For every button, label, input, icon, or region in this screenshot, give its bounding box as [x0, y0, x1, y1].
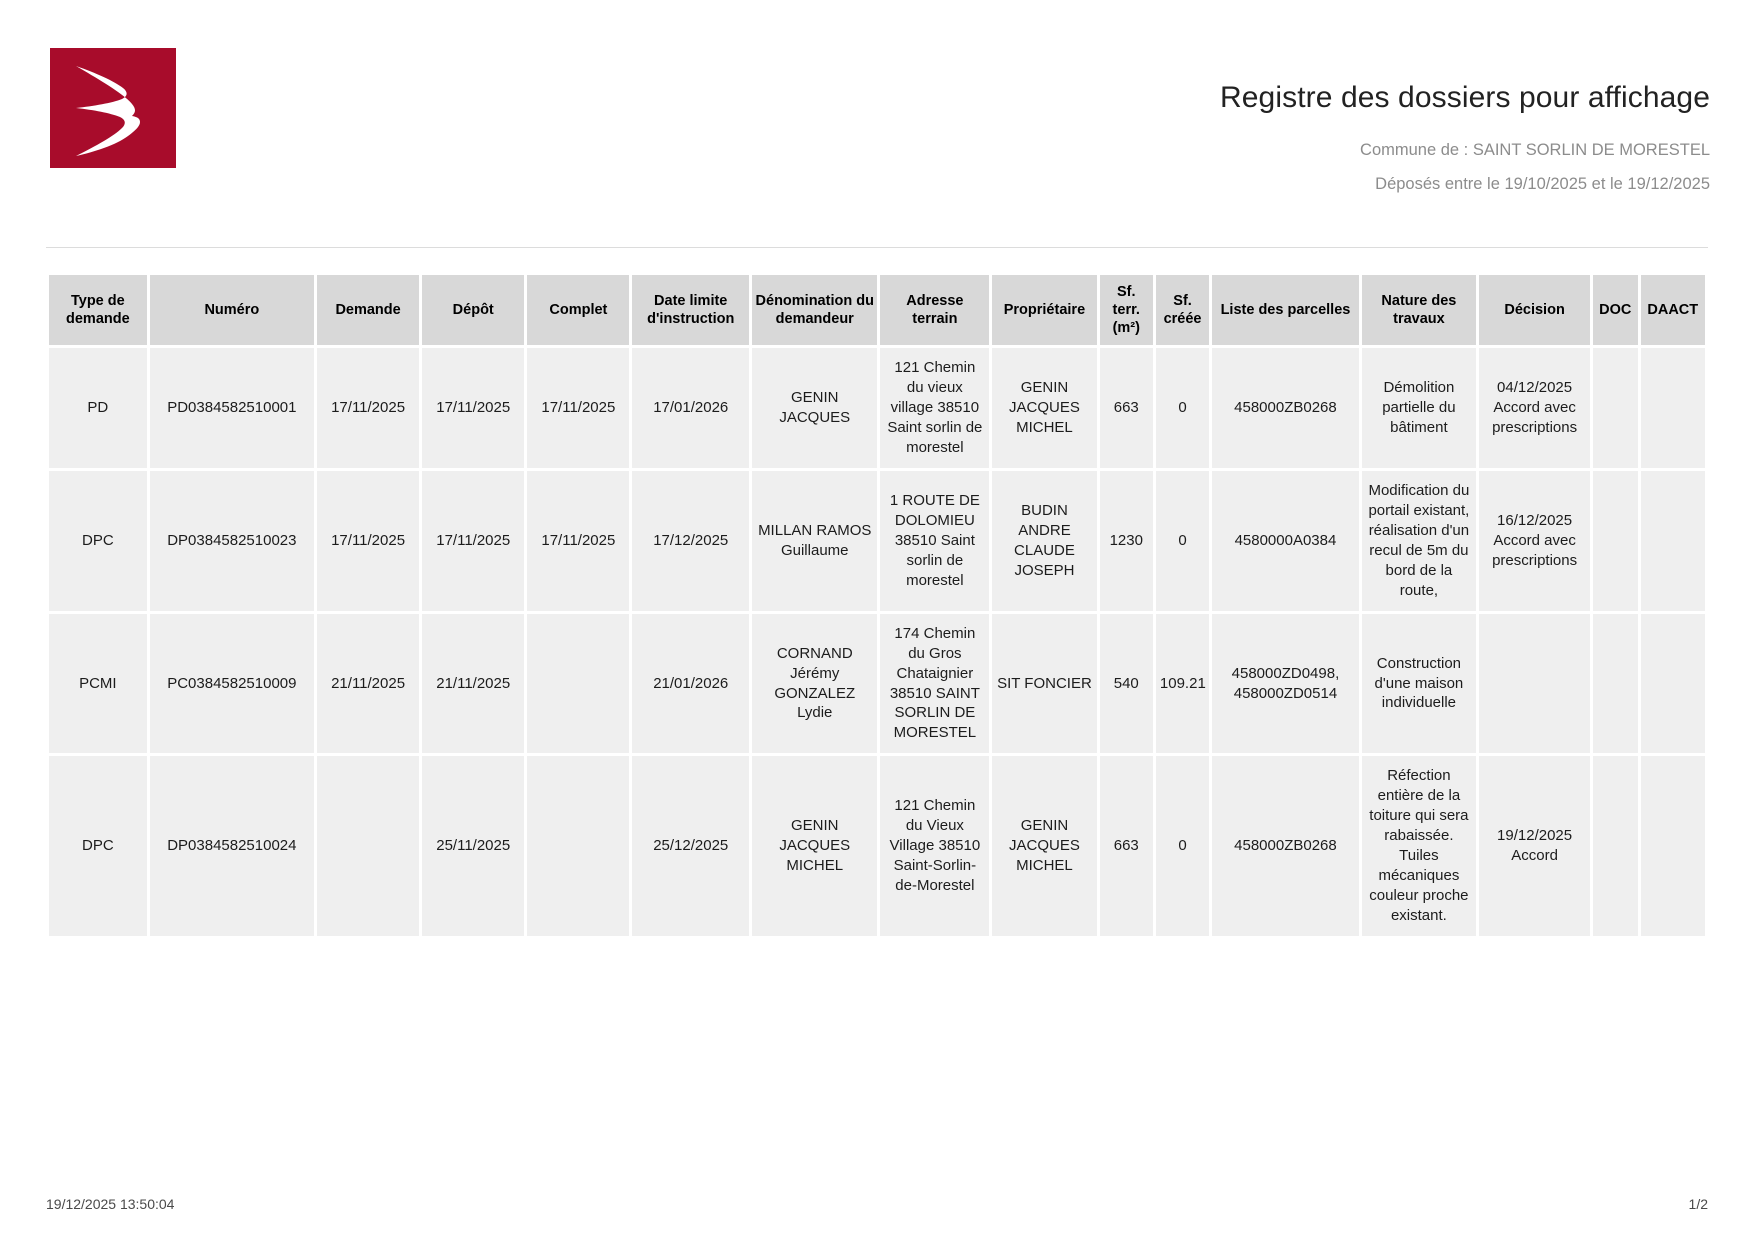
cell-depot: 17/11/2025 [422, 471, 524, 611]
cell-sf-creee: 0 [1156, 471, 1209, 611]
cell-doc [1593, 756, 1637, 936]
cell-parcelles: 458000ZD0498, 458000ZD0514 [1212, 614, 1359, 754]
column-header-sf-terr: Sf. terr. (m²) [1100, 275, 1153, 345]
cell-sf-creee: 0 [1156, 756, 1209, 936]
cell-nature: Construction d'une maison individuelle [1362, 614, 1476, 754]
cell-decision: 16/12/2025 Accord avec prescriptions [1479, 471, 1590, 611]
column-header-sf-creee: Sf. créée [1156, 275, 1209, 345]
cell-date-limite: 21/01/2026 [632, 614, 749, 754]
cell-decision: 19/12/2025 Accord [1479, 756, 1590, 936]
cell-date-limite: 17/01/2026 [632, 348, 749, 468]
registre-table-container [46, 272, 1708, 939]
column-header-denomination: Dénomination du demandeur [752, 275, 877, 345]
column-header-parcelles: Liste des parcelles [1212, 275, 1359, 345]
swallow-bird-logo-icon [70, 60, 156, 156]
cell-doc [1593, 614, 1637, 754]
cell-parcelles: 458000ZB0268 [1212, 348, 1359, 468]
cell-type: PD [49, 348, 147, 468]
table-row [49, 756, 1705, 936]
cell-complet [527, 614, 629, 754]
page-title: Registre des dossiers pour affichage [1220, 81, 1710, 114]
cell-nature: Réfection entière de la toiture qui sera rabaissée. Tuiles mécaniques couleur proche existant. [1362, 756, 1476, 936]
cell-demande: 17/11/2025 [317, 471, 419, 611]
column-header-date-limite: Date limite d'instruction [632, 275, 749, 345]
document-header [0, 0, 1754, 205]
cell-adresse: 121 Chemin du vieux village 38510 Saint sorlin de morestel [880, 348, 989, 468]
cell-denomination: MILLAN RAMOS Guillaume [752, 471, 877, 611]
cell-depot: 21/11/2025 [422, 614, 524, 754]
column-header-numero: Numéro [150, 275, 314, 345]
cell-type: DPC [49, 756, 147, 936]
cell-complet: 17/11/2025 [527, 348, 629, 468]
commune-line: Commune de : SAINT SORLIN DE MORESTEL [1360, 141, 1710, 159]
cell-complet [527, 756, 629, 936]
cell-date-limite: 17/12/2025 [632, 471, 749, 611]
cell-numero: DP0384582510024 [150, 756, 314, 936]
cell-daact [1641, 471, 1706, 611]
header-divider [46, 247, 1708, 248]
cell-depot: 25/11/2025 [422, 756, 524, 936]
cell-decision [1479, 614, 1590, 754]
table-row [49, 471, 1705, 611]
table-row [49, 348, 1705, 468]
cell-numero: PC0384582510009 [150, 614, 314, 754]
document-footer [46, 1196, 1708, 1212]
cell-denomination: CORNAND Jérémy GONZALEZ Lydie [752, 614, 877, 754]
cell-sf-creee: 109.21 [1156, 614, 1209, 754]
cell-type: PCMI [49, 614, 147, 754]
table-header-row [49, 275, 1705, 345]
column-header-decision: Décision [1479, 275, 1590, 345]
column-header-proprietaire: Propriétaire [992, 275, 1096, 345]
cell-adresse: 174 Chemin du Gros Chataignier 38510 SAINT SORLIN DE MORESTEL [880, 614, 989, 754]
column-header-daact: DAACT [1641, 275, 1706, 345]
column-header-complet: Complet [527, 275, 629, 345]
cell-parcelles: 4580000A0384 [1212, 471, 1359, 611]
cell-denomination: GENIN JACQUES [752, 348, 877, 468]
cell-complet: 17/11/2025 [527, 471, 629, 611]
cell-demande: 21/11/2025 [317, 614, 419, 754]
cell-demande: 17/11/2025 [317, 348, 419, 468]
column-header-demande: Demande [317, 275, 419, 345]
cell-type: DPC [49, 471, 147, 611]
footer-timestamp: 19/12/2025 13:50:04 [46, 1196, 175, 1212]
cell-numero: PD0384582510001 [150, 348, 314, 468]
cell-proprietaire: SIT FONCIER [992, 614, 1096, 754]
cell-sf-terr: 663 [1100, 756, 1153, 936]
cell-denomination: GENIN JACQUES MICHEL [752, 756, 877, 936]
cell-proprietaire: GENIN JACQUES MICHEL [992, 348, 1096, 468]
cell-numero: DP0384582510023 [150, 471, 314, 611]
cell-daact [1641, 614, 1706, 754]
cell-doc [1593, 348, 1637, 468]
column-header-depot: Dépôt [422, 275, 524, 345]
cell-depot: 17/11/2025 [422, 348, 524, 468]
cell-decision: 04/12/2025 Accord avec prescriptions [1479, 348, 1590, 468]
cell-parcelles: 458000ZB0268 [1212, 756, 1359, 936]
column-header-nature: Nature des travaux [1362, 275, 1476, 345]
column-header-doc: DOC [1593, 275, 1637, 345]
cell-sf-terr: 663 [1100, 348, 1153, 468]
cell-demande [317, 756, 419, 936]
cell-daact [1641, 348, 1706, 468]
cell-doc [1593, 471, 1637, 611]
cell-proprietaire: BUDIN ANDRE CLAUDE JOSEPH [992, 471, 1096, 611]
table-body [49, 348, 1705, 935]
table-row [49, 614, 1705, 754]
column-header-adresse: Adresse terrain [880, 275, 989, 345]
cell-sf-terr: 1230 [1100, 471, 1153, 611]
organization-logo [50, 48, 176, 168]
period-line: Déposés entre le 19/10/2025 et le 19/12/2025 [1375, 175, 1710, 193]
cell-sf-creee: 0 [1156, 348, 1209, 468]
footer-page-number: 1/2 [1688, 1196, 1708, 1212]
registre-table [46, 272, 1708, 939]
cell-nature: Modification du portail existant, réalisation d'un recul de 5m du bord de la route, [1362, 471, 1476, 611]
cell-adresse: 121 Chemin du Vieux Village 38510 Saint-Sorlin-de-Morestel [880, 756, 989, 936]
cell-daact [1641, 756, 1706, 936]
cell-proprietaire: GENIN JACQUES MICHEL [992, 756, 1096, 936]
header-text-block [1220, 80, 1710, 194]
column-header-type: Type de demande [49, 275, 147, 345]
cell-nature: Démolition partielle du bâtiment [1362, 348, 1476, 468]
cell-sf-terr: 540 [1100, 614, 1153, 754]
cell-adresse: 1 ROUTE DE DOLOMIEU 38510 Saint sorlin de morestel [880, 471, 989, 611]
cell-date-limite: 25/12/2025 [632, 756, 749, 936]
